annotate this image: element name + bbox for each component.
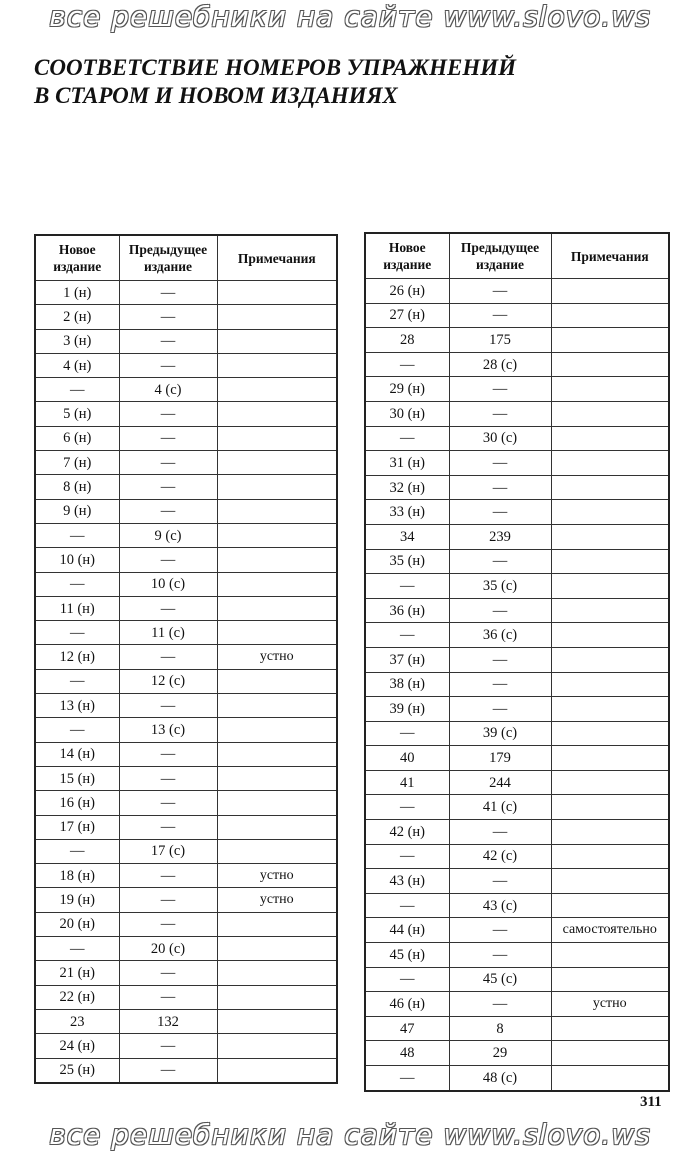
cell-previous-edition: — <box>119 694 217 718</box>
table-row <box>35 961 337 985</box>
cell-previous-edition: — <box>119 912 217 936</box>
cell-previous-edition: 45 (с) <box>449 967 551 992</box>
table-row <box>365 574 669 599</box>
table-row <box>365 451 669 476</box>
table-row <box>35 305 337 329</box>
cell-new-edition: 15 (н) <box>35 766 119 790</box>
table-row <box>365 893 669 918</box>
cell-previous-edition: 239 <box>449 524 551 549</box>
page-number: 311 <box>640 1094 662 1110</box>
cell-new-edition: 28 <box>365 328 449 353</box>
cell-note <box>551 943 669 968</box>
table-row <box>35 353 337 377</box>
cell-new-edition: — <box>35 937 119 961</box>
cell-previous-edition: 29 <box>449 1041 551 1066</box>
cell-note <box>217 475 337 499</box>
cell-previous-edition: — <box>119 742 217 766</box>
table-row <box>365 672 669 697</box>
cell-new-edition: 34 <box>365 524 449 549</box>
table-body-right <box>365 279 669 1091</box>
cell-note <box>217 353 337 377</box>
table-row <box>365 303 669 328</box>
cell-previous-edition: — <box>449 918 551 943</box>
table-row <box>365 844 669 869</box>
cell-previous-edition: 28 (с) <box>449 352 551 377</box>
cell-note: устно <box>217 645 337 669</box>
table-row <box>365 967 669 992</box>
cell-new-edition: 46 (н) <box>365 992 449 1017</box>
table-row <box>365 475 669 500</box>
cell-new-edition: 48 <box>365 1041 449 1066</box>
table-row <box>365 869 669 894</box>
cell-previous-edition: — <box>119 815 217 839</box>
cell-new-edition: 47 <box>365 1016 449 1041</box>
cell-previous-edition: — <box>449 647 551 672</box>
table-row <box>365 598 669 623</box>
cell-note <box>551 426 669 451</box>
cell-new-edition: 14 (н) <box>35 742 119 766</box>
cell-note <box>217 839 337 863</box>
watermark-banner-top: все решебники на сайте www.slovo.ws <box>49 0 651 33</box>
cell-new-edition: 1 (н) <box>35 281 119 305</box>
cell-new-edition: 24 (н) <box>35 1034 119 1058</box>
cell-note: устно <box>217 864 337 888</box>
cell-new-edition: 35 (н) <box>365 549 449 574</box>
cell-note <box>551 1041 669 1066</box>
cell-new-edition: 2 (н) <box>35 305 119 329</box>
cell-new-edition: — <box>365 1066 449 1091</box>
cell-new-edition: — <box>35 621 119 645</box>
header-new-edition: Новое издание <box>365 233 449 279</box>
cell-new-edition: 12 (н) <box>35 645 119 669</box>
table-row <box>35 1058 337 1083</box>
table-row <box>35 815 337 839</box>
cell-new-edition: — <box>35 669 119 693</box>
header-notes: Примечания <box>217 235 337 281</box>
cell-new-edition: 43 (н) <box>365 869 449 894</box>
cell-previous-edition: 8 <box>449 1016 551 1041</box>
cell-previous-edition: 132 <box>119 1009 217 1033</box>
cell-new-edition: 37 (н) <box>365 647 449 672</box>
cell-previous-edition: — <box>119 596 217 620</box>
cell-note <box>217 791 337 815</box>
cell-new-edition: — <box>35 523 119 547</box>
cell-new-edition: — <box>365 574 449 599</box>
table-row <box>365 992 669 1017</box>
cell-new-edition: — <box>365 844 449 869</box>
cell-new-edition: 11 (н) <box>35 596 119 620</box>
table-row <box>365 1016 669 1041</box>
cell-note <box>217 523 337 547</box>
table-row <box>365 918 669 943</box>
cell-previous-edition: — <box>119 1058 217 1083</box>
table-row <box>35 426 337 450</box>
cell-previous-edition: 42 (с) <box>449 844 551 869</box>
cell-previous-edition: — <box>449 598 551 623</box>
cell-new-edition: — <box>35 718 119 742</box>
cell-new-edition: 38 (н) <box>365 672 449 697</box>
cell-new-edition: 31 (н) <box>365 451 449 476</box>
table-row <box>35 985 337 1009</box>
cell-previous-edition: — <box>119 329 217 353</box>
cell-previous-edition: 10 (с) <box>119 572 217 596</box>
cell-previous-edition: — <box>449 475 551 500</box>
cell-previous-edition: — <box>119 645 217 669</box>
table-row <box>365 1041 669 1066</box>
cell-previous-edition: — <box>119 451 217 475</box>
cell-previous-edition: 48 (с) <box>449 1066 551 1091</box>
cell-note <box>217 402 337 426</box>
cell-new-edition: 4 (н) <box>35 353 119 377</box>
cell-new-edition: 45 (н) <box>365 943 449 968</box>
cell-new-edition: 42 (н) <box>365 820 449 845</box>
cell-previous-edition: — <box>449 992 551 1017</box>
cell-note <box>217 548 337 572</box>
table-row <box>35 621 337 645</box>
cell-note <box>217 1009 337 1033</box>
table-row <box>35 1034 337 1058</box>
cell-previous-edition: 175 <box>449 328 551 353</box>
cell-note <box>551 524 669 549</box>
cell-note <box>217 305 337 329</box>
table-row <box>35 888 337 912</box>
cell-previous-edition: 4 (с) <box>119 378 217 402</box>
cell-note <box>551 721 669 746</box>
cell-note <box>551 598 669 623</box>
table-row <box>365 820 669 845</box>
cell-note <box>551 869 669 894</box>
cell-note <box>551 1066 669 1091</box>
cell-note: устно <box>551 992 669 1017</box>
cell-previous-edition: 13 (с) <box>119 718 217 742</box>
cell-previous-edition: — <box>119 961 217 985</box>
cell-previous-edition: — <box>119 426 217 450</box>
table-row <box>35 329 337 353</box>
cell-new-edition: 26 (н) <box>365 279 449 304</box>
table-row <box>35 451 337 475</box>
cell-new-edition: 21 (н) <box>35 961 119 985</box>
cell-previous-edition: 17 (с) <box>119 839 217 863</box>
table-row <box>365 328 669 353</box>
cell-note <box>217 572 337 596</box>
cell-note <box>551 500 669 525</box>
header-new-edition: Новое издание <box>35 235 119 281</box>
cell-new-edition: 39 (н) <box>365 697 449 722</box>
table-row <box>365 943 669 968</box>
cell-new-edition: 8 (н) <box>35 475 119 499</box>
cell-new-edition: 7 (н) <box>35 451 119 475</box>
table-header-row <box>365 233 669 279</box>
table-row <box>35 694 337 718</box>
table-row <box>35 475 337 499</box>
cell-new-edition: 13 (н) <box>35 694 119 718</box>
table-row <box>365 377 669 402</box>
cell-new-edition: 32 (н) <box>365 475 449 500</box>
watermark-banner-bottom: все решебники на сайте www.slovo.ws <box>49 1118 651 1151</box>
page-title-line-1: СООТВЕТСТВИЕ НОМЕРОВ УПРАЖНЕНИЙ <box>34 55 517 80</box>
header-notes: Примечания <box>551 233 669 279</box>
cell-previous-edition: — <box>119 888 217 912</box>
cell-note <box>551 967 669 992</box>
cell-new-edition: 30 (н) <box>365 401 449 426</box>
cell-new-edition: 40 <box>365 746 449 771</box>
cell-note <box>217 669 337 693</box>
table-row <box>35 523 337 547</box>
cell-previous-edition: — <box>449 401 551 426</box>
cell-previous-edition: 9 (с) <box>119 523 217 547</box>
cell-new-edition: 44 (н) <box>365 918 449 943</box>
cell-new-edition: — <box>365 352 449 377</box>
table-row <box>35 669 337 693</box>
table-row <box>35 572 337 596</box>
cell-note <box>217 621 337 645</box>
cell-previous-edition: — <box>119 766 217 790</box>
cell-new-edition: — <box>365 623 449 648</box>
page-title <box>34 54 654 110</box>
cell-note: самостоятельно <box>551 918 669 943</box>
cell-new-edition: 41 <box>365 770 449 795</box>
cell-previous-edition: 12 (с) <box>119 669 217 693</box>
table-row <box>365 721 669 746</box>
cell-previous-edition: — <box>449 943 551 968</box>
cell-new-edition: — <box>35 839 119 863</box>
cell-note <box>551 377 669 402</box>
cell-previous-edition: 244 <box>449 770 551 795</box>
header-previous-edition: Предыдущее издание <box>449 233 551 279</box>
cell-note <box>551 549 669 574</box>
cell-previous-edition: — <box>449 500 551 525</box>
correspondence-table-right <box>364 232 670 1092</box>
cell-new-edition: — <box>35 378 119 402</box>
table-row <box>365 401 669 426</box>
cell-new-edition: — <box>35 572 119 596</box>
cell-note <box>551 820 669 845</box>
cell-previous-edition: — <box>449 377 551 402</box>
cell-note <box>217 694 337 718</box>
cell-new-edition: — <box>365 893 449 918</box>
cell-note <box>217 961 337 985</box>
cell-new-edition: 3 (н) <box>35 329 119 353</box>
cell-previous-edition: 43 (с) <box>449 893 551 918</box>
cell-note <box>217 718 337 742</box>
cell-note <box>217 596 337 620</box>
cell-previous-edition: — <box>119 791 217 815</box>
cell-new-edition: 29 (н) <box>365 377 449 402</box>
cell-previous-edition: 30 (с) <box>449 426 551 451</box>
cell-note <box>551 795 669 820</box>
cell-new-edition: 36 (н) <box>365 598 449 623</box>
cell-new-edition: 6 (н) <box>35 426 119 450</box>
table-row <box>365 623 669 648</box>
cell-note <box>217 766 337 790</box>
cell-note <box>217 742 337 766</box>
cell-new-edition: 16 (н) <box>35 791 119 815</box>
cell-new-edition: — <box>365 795 449 820</box>
cell-note <box>551 279 669 304</box>
cell-note <box>551 303 669 328</box>
cell-note <box>551 672 669 697</box>
table-header-row <box>35 235 337 281</box>
cell-previous-edition: 11 (с) <box>119 621 217 645</box>
table-row <box>35 864 337 888</box>
table-row <box>35 791 337 815</box>
cell-previous-edition: — <box>119 305 217 329</box>
cell-note <box>551 647 669 672</box>
table-row <box>35 718 337 742</box>
cell-note <box>217 451 337 475</box>
table-row <box>35 937 337 961</box>
cell-previous-edition: — <box>119 1034 217 1058</box>
cell-new-edition: 23 <box>35 1009 119 1033</box>
table-row <box>35 742 337 766</box>
cell-new-edition: — <box>365 967 449 992</box>
table-row <box>365 746 669 771</box>
cell-note <box>551 697 669 722</box>
cell-note <box>551 451 669 476</box>
cell-previous-edition: — <box>119 353 217 377</box>
table-row <box>35 378 337 402</box>
table-row <box>35 596 337 620</box>
cell-new-edition: 20 (н) <box>35 912 119 936</box>
cell-note <box>551 746 669 771</box>
table-row <box>35 281 337 305</box>
cell-previous-edition: 36 (с) <box>449 623 551 648</box>
cell-note <box>217 499 337 523</box>
correspondence-table-left <box>34 234 338 1084</box>
cell-previous-edition: — <box>449 697 551 722</box>
cell-previous-edition: — <box>119 499 217 523</box>
cell-note <box>551 352 669 377</box>
cell-new-edition: 9 (н) <box>35 499 119 523</box>
table-row <box>365 352 669 377</box>
cell-new-edition: — <box>365 426 449 451</box>
cell-new-edition: 27 (н) <box>365 303 449 328</box>
table-row <box>365 770 669 795</box>
table-row <box>365 1066 669 1091</box>
table-row <box>35 499 337 523</box>
table-row <box>365 647 669 672</box>
cell-new-edition: 25 (н) <box>35 1058 119 1083</box>
cell-previous-edition: — <box>449 451 551 476</box>
cell-previous-edition: — <box>449 303 551 328</box>
table-row <box>35 402 337 426</box>
cell-new-edition: 5 (н) <box>35 402 119 426</box>
cell-new-edition: 18 (н) <box>35 864 119 888</box>
cell-note <box>551 844 669 869</box>
table-row <box>35 548 337 572</box>
table-row <box>35 839 337 863</box>
cell-previous-edition: — <box>119 402 217 426</box>
table-row <box>365 549 669 574</box>
cell-new-edition: 17 (н) <box>35 815 119 839</box>
cell-note <box>217 1034 337 1058</box>
cell-note <box>551 893 669 918</box>
cell-new-edition: — <box>365 721 449 746</box>
cell-note <box>217 985 337 1009</box>
page-title-line-2: В СТАРОМ И НОВОМ ИЗДАНИЯХ <box>34 83 398 108</box>
cell-new-edition: 33 (н) <box>365 500 449 525</box>
cell-new-edition: 10 (н) <box>35 548 119 572</box>
cell-previous-edition: 179 <box>449 746 551 771</box>
cell-previous-edition: — <box>119 985 217 1009</box>
cell-note <box>217 378 337 402</box>
cell-note <box>217 815 337 839</box>
table-row <box>365 279 669 304</box>
cell-note <box>217 912 337 936</box>
header-previous-edition: Предыдущее издание <box>119 235 217 281</box>
cell-previous-edition: — <box>449 672 551 697</box>
cell-note <box>217 937 337 961</box>
cell-previous-edition: — <box>449 869 551 894</box>
cell-note <box>551 574 669 599</box>
cell-note <box>217 1058 337 1083</box>
cell-previous-edition: 35 (с) <box>449 574 551 599</box>
table-row <box>365 426 669 451</box>
cell-note <box>551 475 669 500</box>
table-row <box>365 795 669 820</box>
cell-previous-edition: 39 (с) <box>449 721 551 746</box>
cell-note <box>217 329 337 353</box>
cell-note <box>551 770 669 795</box>
cell-previous-edition: — <box>449 549 551 574</box>
cell-note: устно <box>217 888 337 912</box>
cell-note <box>551 328 669 353</box>
table-row <box>35 645 337 669</box>
cell-note <box>551 623 669 648</box>
cell-previous-edition: — <box>119 475 217 499</box>
cell-previous-edition: — <box>119 548 217 572</box>
table-row <box>35 766 337 790</box>
table-row <box>365 524 669 549</box>
cell-note <box>551 401 669 426</box>
cell-note <box>217 281 337 305</box>
table-row <box>365 500 669 525</box>
table-row <box>365 697 669 722</box>
cell-previous-edition: — <box>119 281 217 305</box>
cell-previous-edition: — <box>119 864 217 888</box>
cell-note <box>217 426 337 450</box>
cell-previous-edition: 41 (с) <box>449 795 551 820</box>
cell-previous-edition: — <box>449 279 551 304</box>
cell-new-edition: 19 (н) <box>35 888 119 912</box>
cell-previous-edition: 20 (с) <box>119 937 217 961</box>
cell-previous-edition: — <box>449 820 551 845</box>
cell-note <box>551 1016 669 1041</box>
table-body-left <box>35 281 337 1083</box>
cell-new-edition: 22 (н) <box>35 985 119 1009</box>
table-row <box>35 912 337 936</box>
table-row <box>35 1009 337 1033</box>
